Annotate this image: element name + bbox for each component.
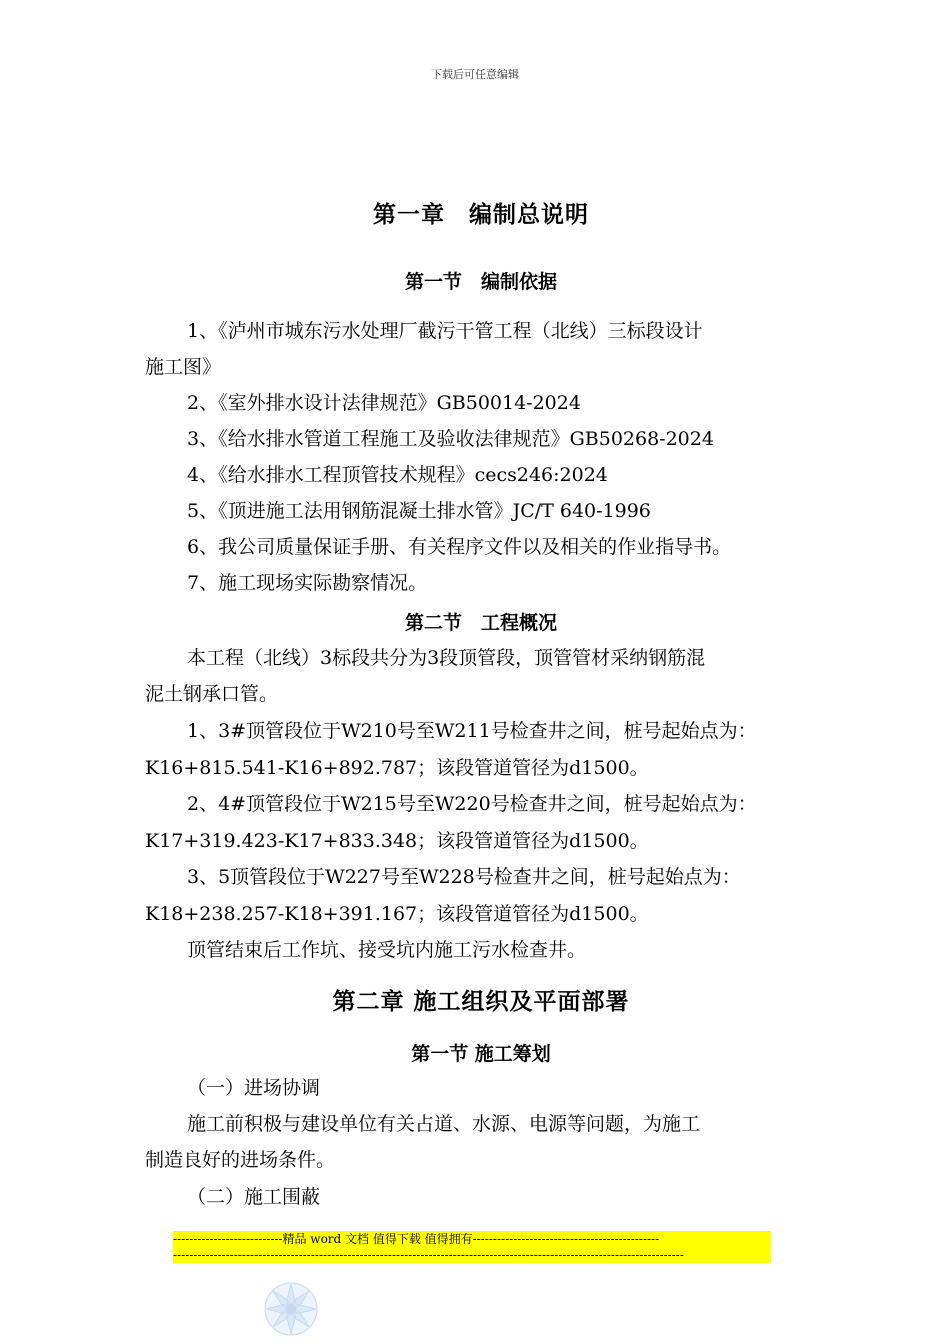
segment-2-cont: K17+319.423-K17+833.348；该段管道管径为d1500。 bbox=[145, 830, 649, 852]
segment-1-cont: K16+815.541-K16+892.787；该段管道管径为d1500。 bbox=[145, 757, 649, 779]
segment-3-cont: K18+238.257-K18+391.167；该段管道管径为d1500。 bbox=[145, 903, 649, 925]
chapter-1-title: 第一章 编制总说明 bbox=[373, 201, 589, 228]
chapter-2-section-1-title: 第一节 施工筹划 bbox=[411, 1043, 551, 1065]
subheading-site-enclosure: （二）施工围蔽 bbox=[187, 1186, 321, 1208]
footer-banner-line-2: ------------------------------------------------------------------------------------------------------------------------------ bbox=[173, 1248, 684, 1262]
page-header: 下载后可任意编辑 bbox=[431, 68, 519, 81]
segment-2: 2、4#顶管段位于W215号至W220号检查井之间，桩号起始点为： bbox=[187, 793, 757, 815]
basis-item-6: 6、我公司质量保证手册、有关程序文件以及相关的作业指导书。 bbox=[187, 536, 732, 558]
chapter-2-title: 第二章 施工组织及平面部署 bbox=[332, 988, 630, 1015]
coordination-paragraph: 施工前积极与建设单位有关占道、水源、电源等问题，为施工 bbox=[187, 1113, 701, 1135]
basis-item-4: 4、《给水排水工程顶管技术规程》cecs246:2024 bbox=[187, 464, 608, 486]
basis-item-5: 5、《顶进施工法用钢筋混凝土排水管》JC/T 640-1996 bbox=[187, 500, 651, 522]
footer-banner-line-1: ---------------------------精品 word 文档 值得下载 值得拥有---------------------------------------------- bbox=[173, 1232, 660, 1246]
segment-3: 3、5顶管段位于W227号至W228号检查井之间，桩号起始点为： bbox=[187, 866, 741, 888]
basis-item-3: 3、《给水排水管道工程施工及验收法律规范》GB50268-2024 bbox=[187, 428, 714, 450]
basis-item-1: 1、《泸州市城东污水处理厂截污干管工程（北线）三标段设计 bbox=[187, 320, 703, 342]
subheading-site-coordination: （一）进场协调 bbox=[187, 1077, 321, 1099]
basis-item-7: 7、施工现场实际勘察情况。 bbox=[187, 572, 428, 594]
coordination-paragraph-cont: 制造良好的进场条件。 bbox=[145, 1149, 336, 1171]
overview-paragraph: 本工程（北线）3标段共分为3段顶管段，顶管管材采纳钢筋混 bbox=[187, 647, 706, 669]
basis-item-2: 2、《室外排水设计法律规范》GB50014-2024 bbox=[187, 392, 581, 414]
chapter-1-section-1-title: 第一节 编制依据 bbox=[404, 271, 557, 293]
basis-item-1-cont: 施工图》 bbox=[145, 356, 222, 378]
chapter-1-section-2-title: 第二节 工程概况 bbox=[404, 612, 557, 634]
snowflake-logo-icon bbox=[262, 1280, 320, 1338]
footer-banner bbox=[173, 1231, 771, 1263]
segment-1: 1、3#顶管段位于W210号至W211号检查井之间，桩号起始点为： bbox=[187, 720, 757, 742]
overview-closing: 顶管结束后工作坑、接受坑内施工污水检查井。 bbox=[187, 939, 587, 961]
overview-paragraph-cont: 泥土钢承口管。 bbox=[145, 683, 279, 705]
